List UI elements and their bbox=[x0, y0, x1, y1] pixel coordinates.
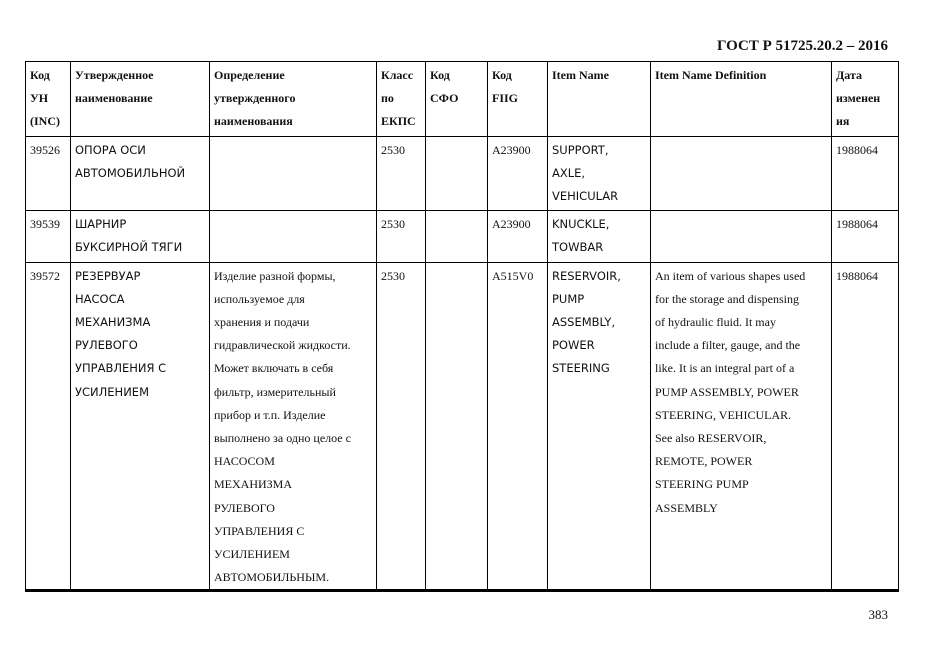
document-standard-title: ГОСТ Р 51725.20.2 – 2016 bbox=[716, 38, 888, 54]
cell-fiig: A23900 bbox=[488, 211, 548, 262]
cell-inc: 39572 bbox=[26, 262, 71, 592]
cell-date: 1988064 bbox=[832, 211, 899, 262]
cell-class: 2530 bbox=[377, 136, 426, 211]
col-header-class: Класс по ЕКПС bbox=[377, 62, 426, 137]
table-row bbox=[26, 211, 899, 262]
cell-approved-name: ОПОРА ОСИ АВТОМОБИЛЬНОЙ bbox=[71, 136, 210, 211]
cell-item-name: SUPPORT, AXLE, VEHICULAR bbox=[548, 136, 651, 211]
cell-fiig: A515V0 bbox=[488, 262, 548, 592]
cell-definition bbox=[210, 136, 377, 211]
col-header-item-definition: Item Name Definition bbox=[651, 62, 832, 137]
cell-date: 1988064 bbox=[832, 262, 899, 592]
page-number: 383 bbox=[868, 607, 888, 622]
cell-fiig: A23900 bbox=[488, 136, 548, 211]
col-header-sfo: Код СФО bbox=[426, 62, 488, 137]
cell-inc: 39539 bbox=[26, 211, 71, 262]
cell-approved-name: ШАРНИР БУКСИРНОЙ ТЯГИ bbox=[71, 211, 210, 262]
table-header-row bbox=[26, 62, 899, 137]
cell-definition bbox=[210, 211, 377, 262]
col-header-definition: Определение утвержденного наименования bbox=[210, 62, 377, 137]
cell-sfo bbox=[426, 136, 488, 211]
cell-item-definition: An item of various shapes used for the storage and dispensing of hydraulic fluid. It may include a filter, gauge, and the like. It is an integral part of a PUMP ASSEMBLY, POWER STEERING, VEHICULAR. See also RESERVOIR, REMOTE, POWER STEERING PUMP ASSEMBLY bbox=[651, 262, 832, 592]
col-header-fiig: Код FIIG bbox=[488, 62, 548, 137]
table-row bbox=[26, 262, 899, 592]
col-header-item-name: Item Name bbox=[548, 62, 651, 137]
cell-sfo bbox=[426, 262, 488, 592]
cell-item-name: RESERVOIR, PUMP ASSEMBLY, POWER STEERING bbox=[548, 262, 651, 592]
cell-date: 1988064 bbox=[832, 136, 899, 211]
cell-approved-name: РЕЗЕРВУАР НАСОСА МЕХАНИЗМА РУЛЕВОГО УПРАВЛЕНИЯ С УСИЛЕНИЕМ bbox=[71, 262, 210, 592]
catalog-table bbox=[25, 61, 899, 592]
cell-item-definition bbox=[651, 136, 832, 211]
cell-sfo bbox=[426, 211, 488, 262]
cell-definition: Изделие разной формы, используемое для хранения и подачи гидравлической жидкости. Может включать в себя фильтр, измерительный прибор и т.п. Изделие выполнено за одно целое с НАСОСОМ МЕХАНИЗМА РУЛЕВОГО УПРАВЛЕНИЯ С УСИЛЕНИЕМ АВТОМОБИЛЬНЫМ. bbox=[210, 262, 377, 592]
table-row bbox=[26, 136, 899, 211]
table-bottom-rule bbox=[25, 589, 898, 591]
col-header-inc: Код УН (INC) bbox=[26, 62, 71, 137]
cell-item-definition bbox=[651, 211, 832, 262]
col-header-approved-name: Утвержденное наименование bbox=[71, 62, 210, 137]
cell-class: 2530 bbox=[377, 262, 426, 592]
cell-item-name: KNUCKLE, TOWBAR bbox=[548, 211, 651, 262]
cell-class: 2530 bbox=[377, 211, 426, 262]
col-header-date: Дата изменен ия bbox=[832, 62, 899, 137]
cell-inc: 39526 bbox=[26, 136, 71, 211]
